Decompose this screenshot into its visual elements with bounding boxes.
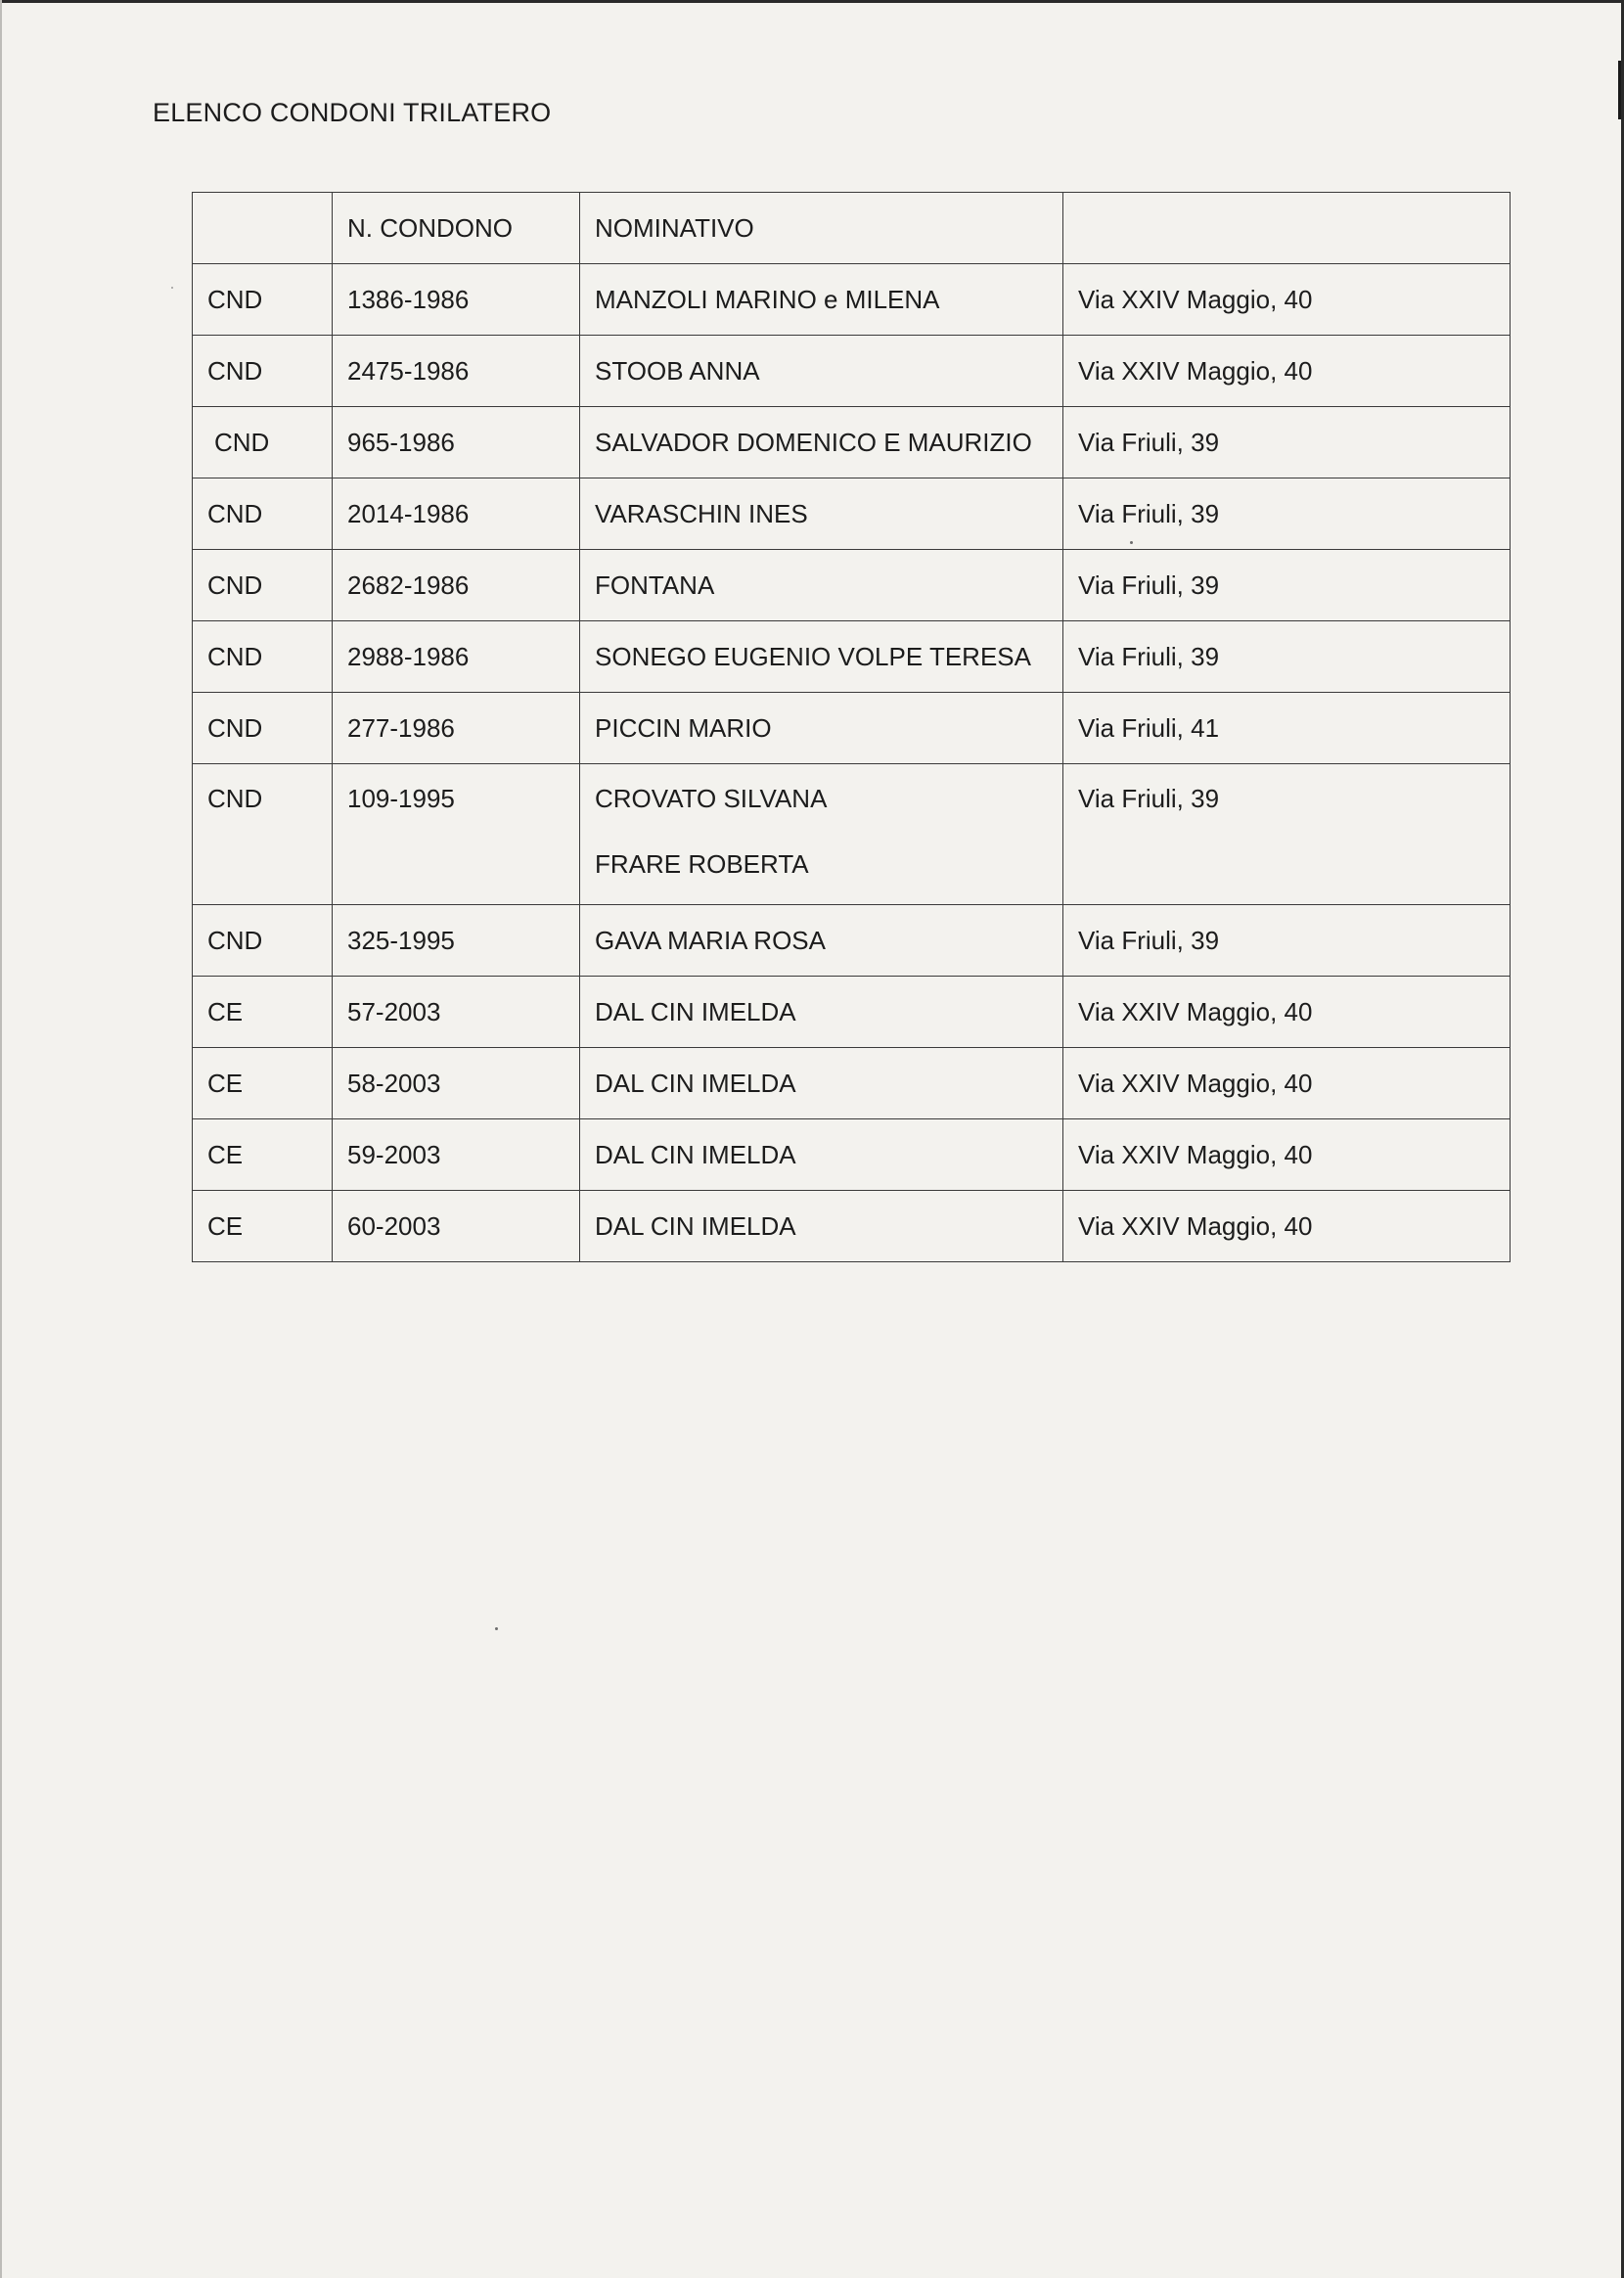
cell-nominativo-line-1: CROVATO SILVANA — [595, 784, 828, 813]
scan-speck — [495, 1627, 498, 1630]
cell-tipo: CE — [193, 1191, 333, 1262]
cell-numero: 1386-1986 — [333, 264, 580, 336]
cell-indirizzo: Via XXIV Maggio, 40 — [1063, 1191, 1511, 1262]
cell-tipo: CND — [193, 621, 333, 693]
table-row — [193, 621, 1511, 693]
cell-indirizzo: Via Friuli, 39 — [1063, 550, 1511, 621]
cell-nominativo: DAL CIN IMELDA — [580, 977, 1063, 1048]
cell-indirizzo: Via XXIV Maggio, 40 — [1063, 977, 1511, 1048]
cell-tipo: CE — [193, 1119, 333, 1191]
scan-border-top — [0, 0, 1624, 3]
table-row — [193, 1191, 1511, 1262]
cell-nominativo: VARASCHIN INES — [580, 478, 1063, 550]
cell-indirizzo: Via Friuli, 39 — [1063, 905, 1511, 977]
cell-nominativo: GAVA MARIA ROSA — [580, 905, 1063, 977]
cell-indirizzo: Via Friuli, 39 — [1063, 621, 1511, 693]
cell-indirizzo: Via Friuli, 39 — [1063, 764, 1511, 905]
cell-numero: 2014-1986 — [333, 478, 580, 550]
cell-numero: 59-2003 — [333, 1119, 580, 1191]
cell-numero: 965-1986 — [333, 407, 580, 478]
scan-border-left — [0, 0, 2, 2278]
cell-nominativo: DAL CIN IMELDA — [580, 1048, 1063, 1119]
cell-tipo: CND — [193, 764, 333, 905]
scan-speck — [1130, 541, 1133, 544]
header-numero: N. CONDONO — [333, 193, 580, 264]
table-row — [193, 478, 1511, 550]
table-row — [193, 1119, 1511, 1191]
cell-tipo: CE — [193, 1048, 333, 1119]
cell-tipo: CND — [193, 264, 333, 336]
cell-nominativo: SALVADOR DOMENICO E MAURIZIO — [580, 407, 1063, 478]
table-header-row — [193, 193, 1511, 264]
table-row — [193, 336, 1511, 407]
cell-tipo: CND — [193, 407, 333, 478]
scan-speck — [171, 287, 173, 289]
scan-edge-mark — [1618, 61, 1621, 119]
cell-tipo: CE — [193, 977, 333, 1048]
cell-indirizzo: Via XXIV Maggio, 40 — [1063, 1119, 1511, 1191]
cell-indirizzo: Via Friuli, 41 — [1063, 693, 1511, 764]
cell-nominativo: MANZOLI MARINO e MILENA — [580, 264, 1063, 336]
cell-nominativo: FONTANA — [580, 550, 1063, 621]
cell-nominativo: SONEGO EUGENIO VOLPE TERESA — [580, 621, 1063, 693]
header-tipo — [193, 193, 333, 264]
cell-nominativo: STOOB ANNA — [580, 336, 1063, 407]
header-nominativo: NOMINATIVO — [580, 193, 1063, 264]
cell-nominativo-line-2: FRARE ROBERTA — [595, 849, 809, 879]
table-row — [193, 693, 1511, 764]
cell-tipo: CND — [193, 336, 333, 407]
cell-nominativo-multi — [580, 764, 1063, 905]
cell-numero: 60-2003 — [333, 1191, 580, 1262]
cell-nominativo: DAL CIN IMELDA — [580, 1191, 1063, 1262]
cell-numero: 57-2003 — [333, 977, 580, 1048]
cell-tipo: CND — [193, 478, 333, 550]
cell-numero: 2988-1986 — [333, 621, 580, 693]
condoni-table — [192, 192, 1511, 1262]
table-row — [193, 407, 1511, 478]
table-row — [193, 264, 1511, 336]
header-indirizzo — [1063, 193, 1511, 264]
cell-nominativo: PICCIN MARIO — [580, 693, 1063, 764]
cell-nominativo: DAL CIN IMELDA — [580, 1119, 1063, 1191]
table-row — [193, 1048, 1511, 1119]
cell-indirizzo: Via XXIV Maggio, 40 — [1063, 336, 1511, 407]
cell-numero: 277-1986 — [333, 693, 580, 764]
cell-tipo: CND — [193, 905, 333, 977]
cell-tipo: CND — [193, 693, 333, 764]
cell-numero: 109-1995 — [333, 764, 580, 905]
cell-numero: 2682-1986 — [333, 550, 580, 621]
table-row — [193, 905, 1511, 977]
cell-numero: 325-1995 — [333, 905, 580, 977]
table-row — [193, 764, 1511, 905]
cell-numero: 2475-1986 — [333, 336, 580, 407]
cell-tipo: CND — [193, 550, 333, 621]
cell-indirizzo: Via Friuli, 39 — [1063, 478, 1511, 550]
cell-indirizzo: Via Friuli, 39 — [1063, 407, 1511, 478]
cell-indirizzo: Via XXIV Maggio, 40 — [1063, 264, 1511, 336]
table-row — [193, 977, 1511, 1048]
cell-numero: 58-2003 — [333, 1048, 580, 1119]
table-row — [193, 550, 1511, 621]
document-title: ELENCO CONDONI TRILATERO — [153, 98, 552, 127]
cell-indirizzo: Via XXIV Maggio, 40 — [1063, 1048, 1511, 1119]
